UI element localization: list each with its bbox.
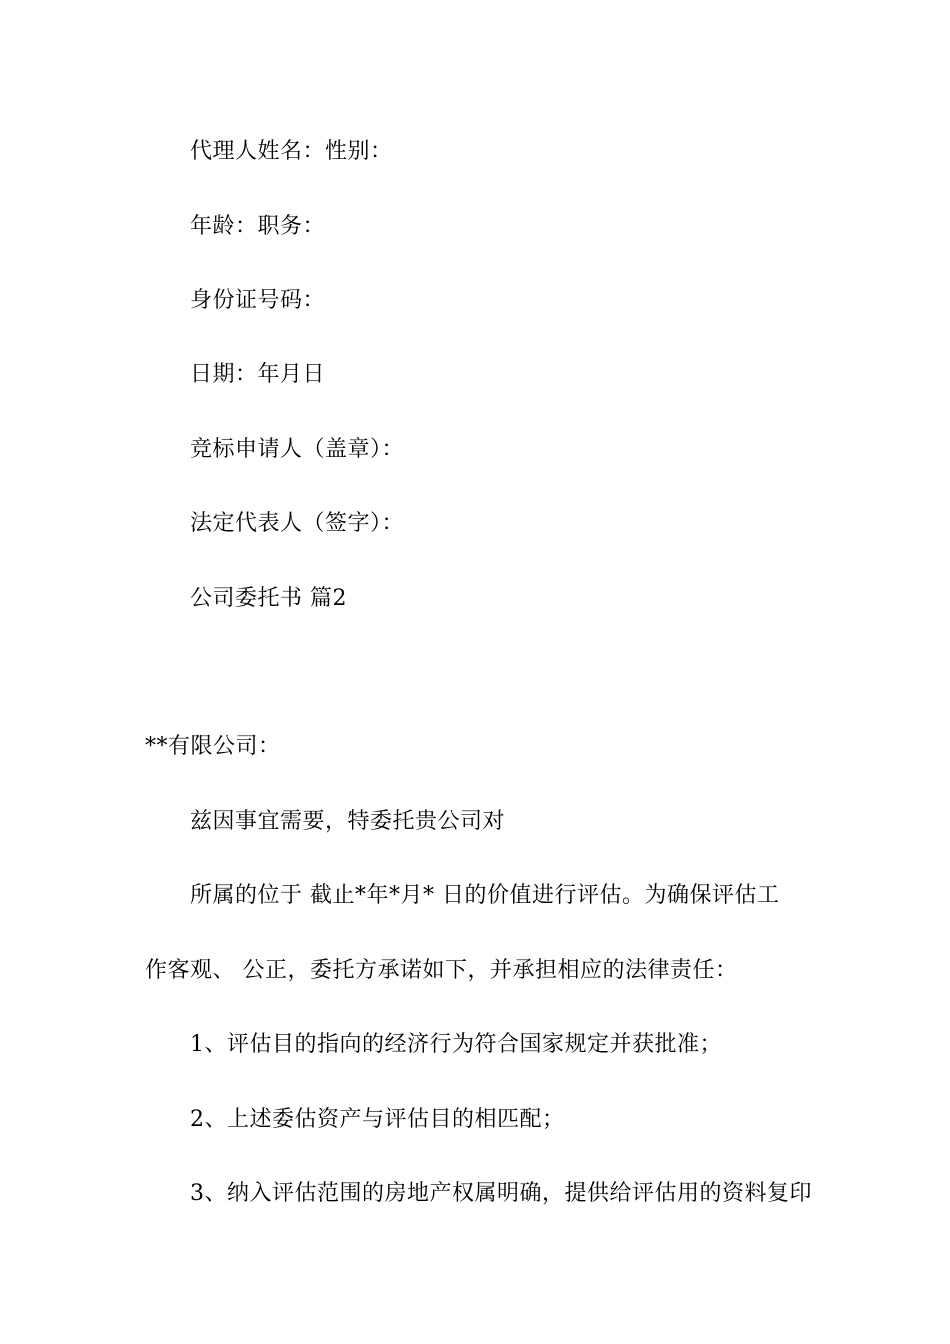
addressee-line: **有限公司： <box>145 734 281 759</box>
legal-representative-line: 法定代表人（签字）： <box>190 511 405 536</box>
id-number-line: 身份证号码： <box>190 288 326 313</box>
body-paragraph-line: 兹因事宜需要，特委托贵公司对 <box>190 809 506 834</box>
bidder-seal-line: 竞标申请人（盖章）： <box>190 437 405 462</box>
agent-name-gender-line: 代理人姓名：性别： <box>190 139 393 164</box>
body-paragraph-line: 作客观、 公正，委托方承诺如下，并承担相应的法律责任： <box>145 958 738 983</box>
list-item: 2、上述委估资产与评估目的相匹配； <box>190 1107 565 1132</box>
date-line: 日期：年月日 <box>190 362 326 387</box>
list-item: 3、纳入评估范围的房地产权属明确，提供给评估用的资料复印 <box>190 1181 812 1206</box>
section-heading: 公司委托书 篇2 <box>190 586 347 611</box>
body-paragraph-line: 所属的位于 截止*年*月* 日的价值进行评估。为确保评估工 <box>190 883 780 908</box>
age-position-line: 年龄：职务： <box>190 214 326 239</box>
list-item: 1、评估目的指向的经济行为符合国家规定并获批准； <box>190 1032 722 1057</box>
